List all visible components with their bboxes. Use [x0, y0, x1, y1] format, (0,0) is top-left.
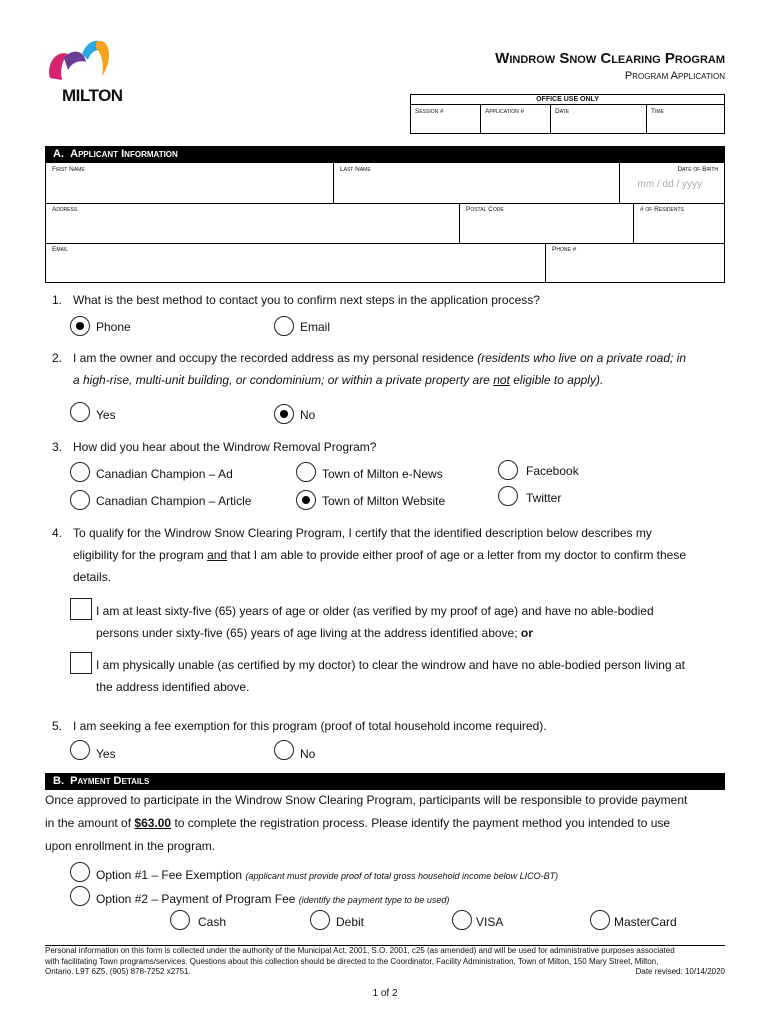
form-subtitle: Program Application — [624, 70, 725, 82]
question-2: 2. I am the owner and occupy the recorded address as my personal residence (residents who live on a private road; in a high-rise, multi-unit building, or condominium; or within a private property are not eligible to apply). — [52, 351, 687, 387]
pay-debit-label: Debit — [336, 915, 365, 929]
question-3-text: How did you hear about the Windrow Removal Program? — [73, 440, 377, 454]
postal-code-field[interactable]: Postal Code — [460, 203, 634, 243]
age-eligibility-text: I am at least sixty-five (65) years of age or older (as verified by my proof of age) and have no able-bodied persons under sixty-five (65) years of age living at the address identified above; or — [96, 604, 654, 640]
email-field[interactable]: Email — [46, 243, 546, 283]
question-2-text: I am the owner and occupy the recorded address as my personal residence — [73, 351, 474, 365]
logo-orange-petal — [96, 41, 109, 76]
privacy-notice: Personal information on this form is collected under the authority of the Municipal Act, 2001, S.O. 2001, c25 (as amended) and will be used for administrative purposes associated with facilitating Town programs/services. Questions about this collection should be directed to the Coordinator, Facility Administration, Town of Milton, 150 Mary Street, Milton, Ontario. L9T 6Z5, (905) 878-7252 x2751. Date revised: 10/14/2020 — [45, 946, 725, 976]
owner-no-label: No — [300, 408, 316, 422]
fee-exemption-no-radio[interactable] — [274, 740, 294, 760]
source-website-label: Town of Milton Website — [322, 494, 446, 508]
page-number: 1 of 2 — [372, 988, 398, 999]
question-3: 3. How did you hear about the Windrow Removal Program? — [52, 440, 377, 454]
owner-yes-label: Yes — [96, 408, 116, 422]
question-5: 5. I am seeking a fee exemption for this program (proof of total household income required). — [52, 719, 547, 733]
option1-label: Option #1 – Fee Exemption (applicant must provide proof of total gross household income below LICO-BT) — [96, 868, 559, 882]
contact-email-label: Email — [300, 320, 331, 334]
address-field[interactable]: Address — [46, 203, 460, 243]
source-website-radio[interactable] — [296, 490, 316, 510]
residents-field[interactable]: # of Residents — [640, 206, 684, 213]
fee-exemption-yes-label: Yes — [96, 747, 116, 761]
physical-eligibility-checkbox[interactable] — [70, 652, 92, 674]
pay-cash-radio[interactable] — [170, 910, 190, 930]
physical-eligibility-text: I am physically unable (as certified by my doctor) to clear the windrow and have no able-bodied person living at the address identified above. — [96, 658, 685, 694]
pay-debit-radio[interactable] — [310, 910, 330, 930]
source-champion-article-label: Canadian Champion – Article — [96, 494, 252, 508]
age-eligibility-checkbox[interactable] — [70, 598, 92, 620]
first-name-field[interactable]: First Name — [46, 163, 334, 203]
section-a-letter: A. — [53, 148, 64, 160]
source-champion-ad-radio[interactable] — [70, 462, 90, 482]
pay-mastercard-label: MasterCard — [614, 915, 677, 929]
fee-exemption-yes-radio[interactable] — [70, 740, 90, 760]
contact-phone-label: Phone — [96, 320, 131, 334]
date-revised: Date revised: 10/14/2020 — [635, 967, 725, 976]
phone-field[interactable]: Phone # — [552, 246, 577, 253]
section-a-header — [45, 146, 725, 163]
option2-radio[interactable] — [70, 886, 90, 906]
owner-yes-radio[interactable] — [70, 402, 90, 422]
dob-placeholder: mm / dd / yyyy — [637, 179, 702, 190]
applicant-grid — [45, 163, 725, 283]
time-field[interactable]: Time — [646, 105, 725, 133]
question-5-text: I am seeking a fee exemption for this program (proof of total household income required). — [73, 719, 547, 733]
pay-mastercard-radio[interactable] — [590, 910, 610, 930]
option1-radio[interactable] — [70, 862, 90, 882]
office-use-heading: OFFICE USE ONLY — [536, 96, 599, 103]
office-use-box — [410, 94, 725, 134]
application-field[interactable]: Application # — [480, 105, 550, 133]
source-champion-ad-label: Canadian Champion – Ad — [96, 467, 233, 481]
form-title: Windrow Snow Clearing Program — [495, 50, 725, 67]
source-twitter-radio[interactable] — [498, 486, 518, 506]
payment-amount: $63.00 — [134, 816, 172, 830]
section-b-letter: B. — [53, 775, 64, 787]
source-enews-label: Town of Milton e-News — [322, 467, 443, 481]
pay-visa-label: VISA — [476, 915, 504, 929]
section-b-title: Payment Details — [70, 775, 150, 787]
org-name: MILTON — [62, 86, 123, 105]
payment-paragraph: Once approved to participate in the Windrow Snow Clearing Program, participants will be responsible to provide payment in the amount of $63.00 to complete the registration process. Please identify the payment method you intended to use upon enrollment in the program. — [45, 793, 688, 853]
question-4: 4. To qualify for the Windrow Snow Clearing Program, I certify that the identified description below describes my eligibility for the program and that I am able to provide either proof of age or a letter from my doctor to confirm these details. — [52, 526, 687, 584]
section-a-title: Applicant Information — [70, 148, 178, 160]
pay-cash-label: Cash — [198, 915, 227, 929]
last-name-field[interactable]: Last Name — [334, 163, 620, 203]
question-1-text: What is the best method to contact you to confirm next steps in the application process? — [73, 293, 540, 307]
source-champion-article-radio[interactable] — [70, 490, 90, 510]
section-b-header — [45, 773, 725, 790]
source-twitter-label: Twitter — [526, 491, 562, 505]
contact-phone-radio[interactable] — [70, 316, 90, 336]
source-enews-radio[interactable] — [296, 462, 316, 482]
source-facebook-label: Facebook — [526, 464, 579, 478]
source-facebook-radio[interactable] — [498, 460, 518, 480]
owner-no-radio[interactable] — [274, 404, 294, 424]
question-1: 1. What is the best method to contact you to confirm next steps in the application process? — [52, 293, 540, 307]
session-field[interactable]: Session # — [410, 105, 480, 133]
dob-field[interactable] — [620, 163, 724, 203]
dob-label: Date of Birth — [677, 166, 718, 173]
date-field[interactable]: Date — [550, 105, 646, 133]
option2-label: Option #2 – Payment of Program Fee (identify the payment type to be used) — [96, 892, 450, 906]
contact-email-radio[interactable] — [274, 316, 294, 336]
pay-visa-radio[interactable] — [452, 910, 472, 930]
fee-exemption-no-label: No — [300, 747, 316, 761]
